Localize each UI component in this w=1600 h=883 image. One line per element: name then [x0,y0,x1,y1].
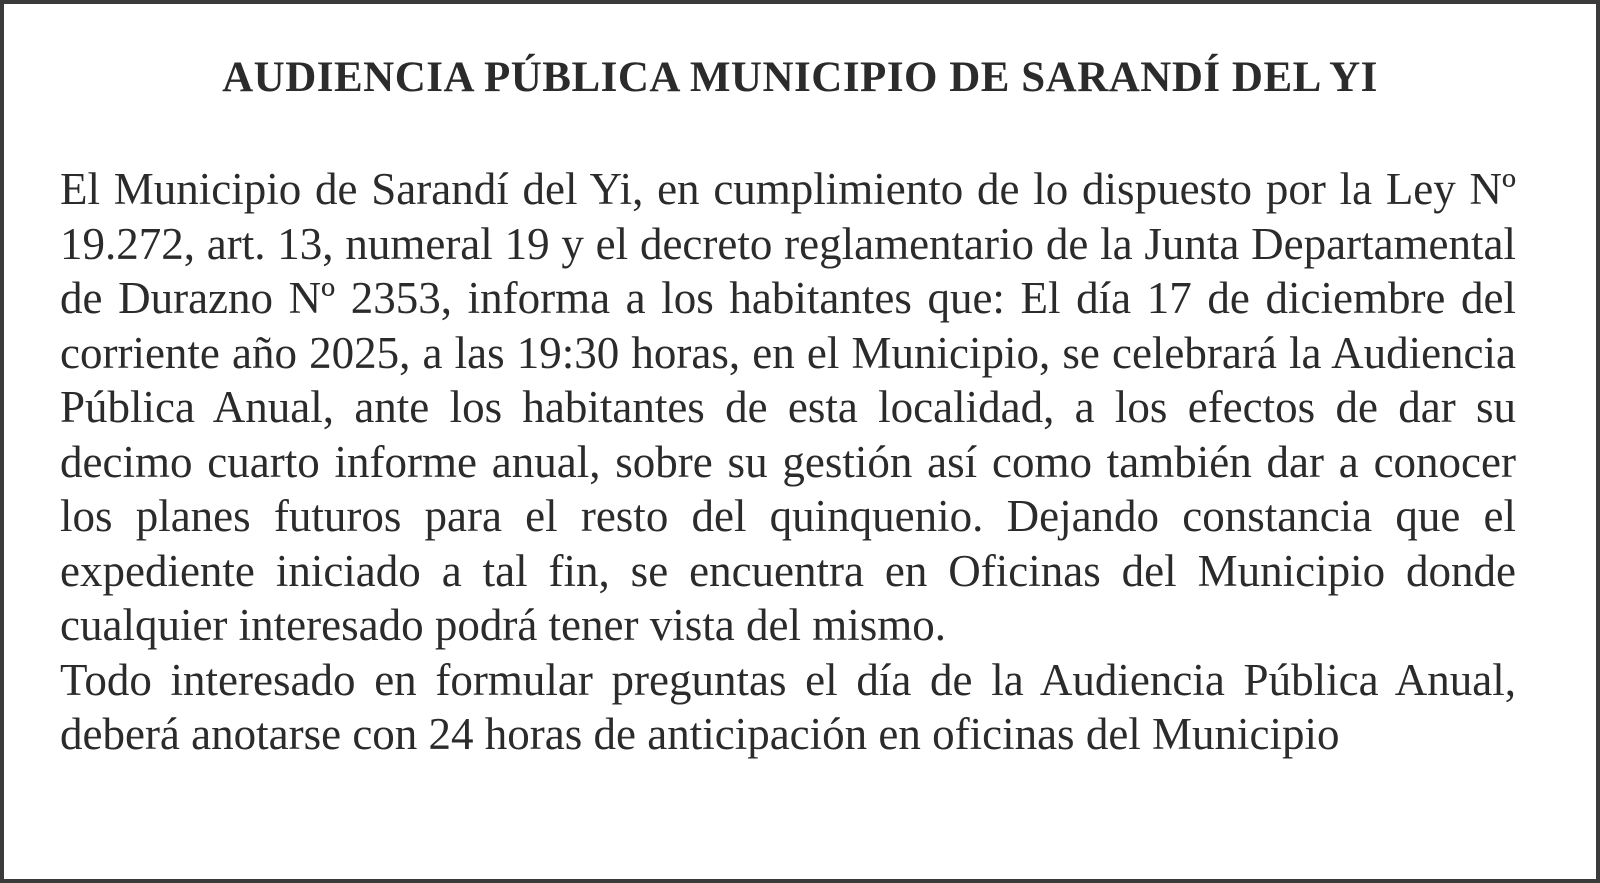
notice-body [60,162,1516,762]
notice-paragraph-main: El Municipio de Sarandí del Yi, en cumplimiento de lo dispuesto por la Ley Nº 19.272, art. 13, numeral 19 y el decreto reglamentario de la Junta Departamental de Durazno Nº 2353, informa a los habitantes que: El día 17 de diciembre del corriente año 2025, a las 19:30 horas, en el Municipio, se celebrará la Audiencia Pública Anual, ante los habitantes de esta localidad, a los efectos de dar su decimo cuarto informe anual, sobre su gestión así como también dar a conocer los planes futuros para el resto del quinquenio. Dejando constancia que el expediente iniciado a tal fin, se encuentra en Oficinas del Municipio donde cualquier interesado podrá tener vista del mismo. [60,164,1516,650]
notice-title: AUDIENCIA PÚBLICA MUNICIPIO DE SARANDÍ DEL YI [222,54,1378,101]
notice-paragraph-questions: Todo interesado en formular preguntas el día de la Audiencia Pública Anual, deberá anotarse con 24 horas de anticipación en oficinas del Municipio [60,654,1516,759]
